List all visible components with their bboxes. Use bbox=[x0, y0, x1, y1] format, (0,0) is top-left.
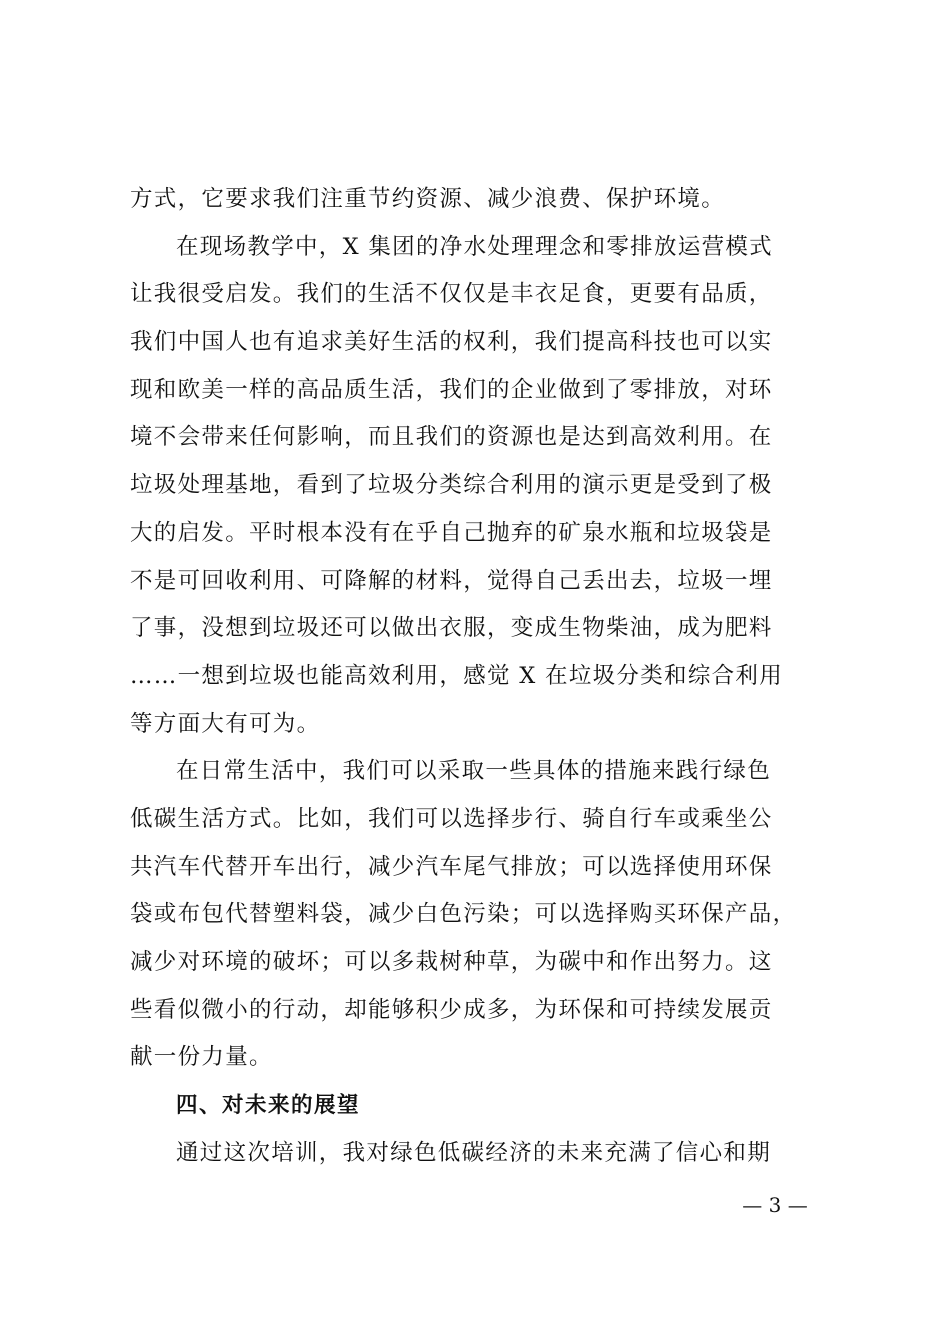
section-heading: 四、对未来的展望 bbox=[176, 1093, 361, 1119]
text-line: 低碳生活方式。比如，我们可以选择步行、骑自行车或乘坐公 bbox=[130, 805, 773, 832]
text-line: 让我很受启发。我们的生活不仅仅是丰衣足食，更要有品质， bbox=[130, 281, 773, 308]
text-line: 垃圾处理基地，看到了垃圾分类综合利用的演示更是受到了极 bbox=[130, 472, 773, 499]
text-line: 境不会带来任何影响，而且我们的资源也是达到高效利用。在 bbox=[130, 424, 773, 451]
page-number: — 3 — bbox=[742, 1193, 808, 1217]
text-line: 袋或布包代替塑料袋，减少白色污染；可以选择购买环保产品， bbox=[130, 901, 797, 928]
text-line: 我们中国人也有追求美好生活的权利，我们提高科技也可以实 bbox=[130, 329, 773, 356]
text-line: 献一份力量。 bbox=[130, 1044, 273, 1071]
text-line: 减少对环境的破坏；可以多栽树种草，为碳中和作出努力。这 bbox=[130, 949, 773, 975]
text-line: 共汽车代替开车出行，减少汽车尾气排放；可以选择使用环保 bbox=[130, 853, 773, 880]
text-line: ……一想到垃圾也能高效利用，感觉 X 在垃圾分类和综合利用 bbox=[130, 662, 784, 689]
text-line: 了事，没想到垃圾还可以做出衣服，变成生物柴油，成为肥料 bbox=[130, 615, 773, 642]
text-line: 些看似微小的行动，却能够积少成多，为环保和可持续发展贡 bbox=[130, 996, 773, 1023]
document-body bbox=[130, 176, 830, 1177]
paragraph-start-line: 通过这次培训，我对绿色低碳经济的未来充满了信心和期 bbox=[176, 1139, 772, 1166]
text-line: 不是可回收利用、可降解的材料，觉得自己丢出去，垃圾一埋 bbox=[130, 567, 773, 594]
paragraph-start-line: 在日常生活中，我们可以采取一些具体的措施来践行绿色 bbox=[176, 758, 772, 785]
paragraph-start-line: 在现场教学中，X 集团的净水处理理念和零排放运营模式 bbox=[176, 233, 773, 260]
text-line: 等方面大有可为。 bbox=[130, 710, 321, 737]
text-line: 现和欧美一样的高品质生活，我们的企业做到了零排放，对环 bbox=[130, 376, 773, 403]
text-line: 方式，它要求我们注重节约资源、减少浪费、保护环境。 bbox=[130, 186, 726, 212]
text-line: 大的启发。平时根本没有在乎自己抛弃的矿泉水瓶和垃圾袋是 bbox=[130, 519, 773, 546]
